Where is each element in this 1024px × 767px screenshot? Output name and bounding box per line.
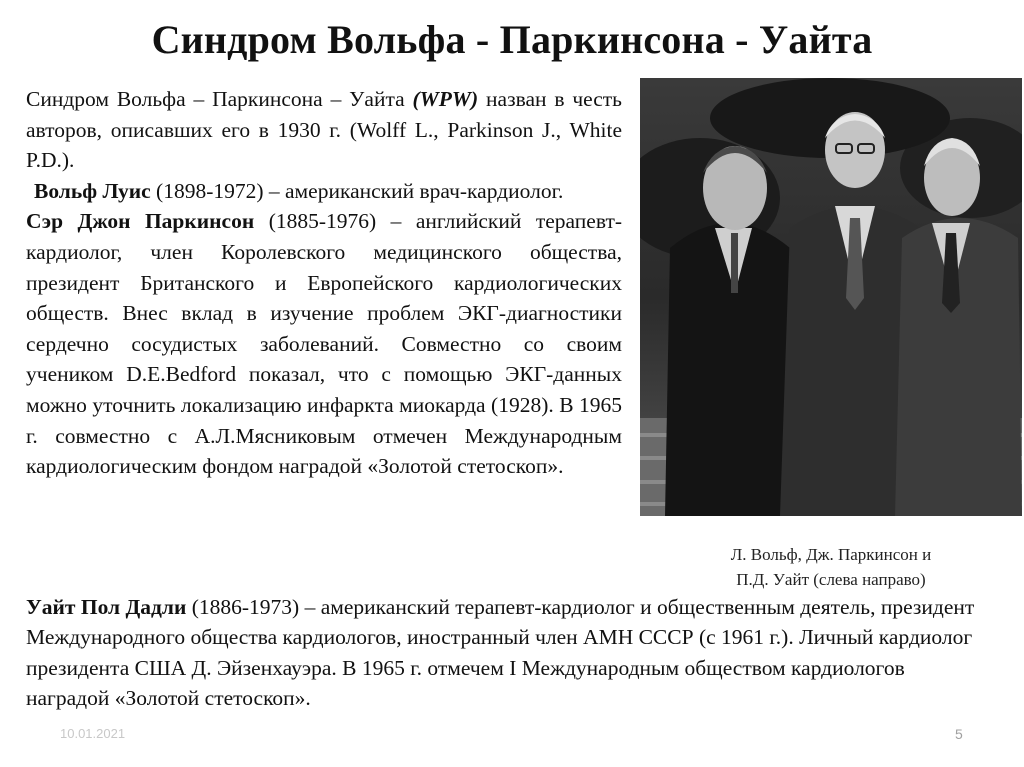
wpw-abbreviation: (WPW) (412, 87, 479, 111)
photo-caption (640, 542, 1022, 592)
intro-text-block (26, 84, 622, 482)
parkinson-text: (1885-1976) – английский терапевт-кардиолог, член Королевского медицинского общества, президент Британского и Европейского кардиологических обществ. Внес вклад в изучение проблем ЭКГ-диагностики сердечно сосудистых заболеваний. Совместно со своим учеником D.E.Bedford показал, что с помощью ЭКГ-данных можно уточнить локализацию инфаркта миокарда (1928). В 1965 г. совместно с А.Л.Мясниковым отмечен Международным кардиологическим фондом наградой «Золотой стетоскоп». (26, 209, 623, 479)
slide-title: Синдром Вольфа - Паркинсона - Уайта (151, 17, 873, 62)
caption-line: Л. Вольф, Дж. Паркинсон и (730, 545, 932, 564)
footer-date: 10.01.2021 (60, 726, 126, 741)
wolff-paragraph (26, 176, 622, 207)
page-number: 5 (955, 726, 963, 742)
caption-line: П.Д. Уайт (слева направо) (736, 570, 926, 589)
parkinson-name: Сэр Джон Паркинсон (26, 209, 255, 234)
intro-paragraph (26, 84, 622, 176)
portrait-photo (640, 78, 1022, 516)
intro-text-rest: назван в честь авторов, описавших его в 1930 г. (Wolff L., Parkinson J., White P.D.). (26, 87, 622, 173)
intro-text: Синдром Вольфа – Паркинсона – Уайта (26, 87, 413, 111)
portrait-photo-illustration (640, 78, 1022, 516)
wolff-name: Вольф Луис (34, 178, 151, 203)
white-paragraph (26, 592, 986, 714)
white-text-block (26, 592, 986, 714)
wolff-text: (1898-1972) – американский врач-кардиолог. (150, 178, 564, 203)
white-text: (1886-1973) – американский терапевт-кардиолог и общественным деятель, президент Международного общества кардиологов, иностранный член АМН СССР (с 1961 г.). Личный кардиолог президента США Д. Эйзенхауэра. В 1965 г. отмечем I Международным обществом кардиологов наградой «Золотой стетоскоп». (26, 595, 975, 711)
white-name: Уайт Пол Дадли (26, 595, 187, 619)
parkinson-paragraph (26, 206, 622, 481)
